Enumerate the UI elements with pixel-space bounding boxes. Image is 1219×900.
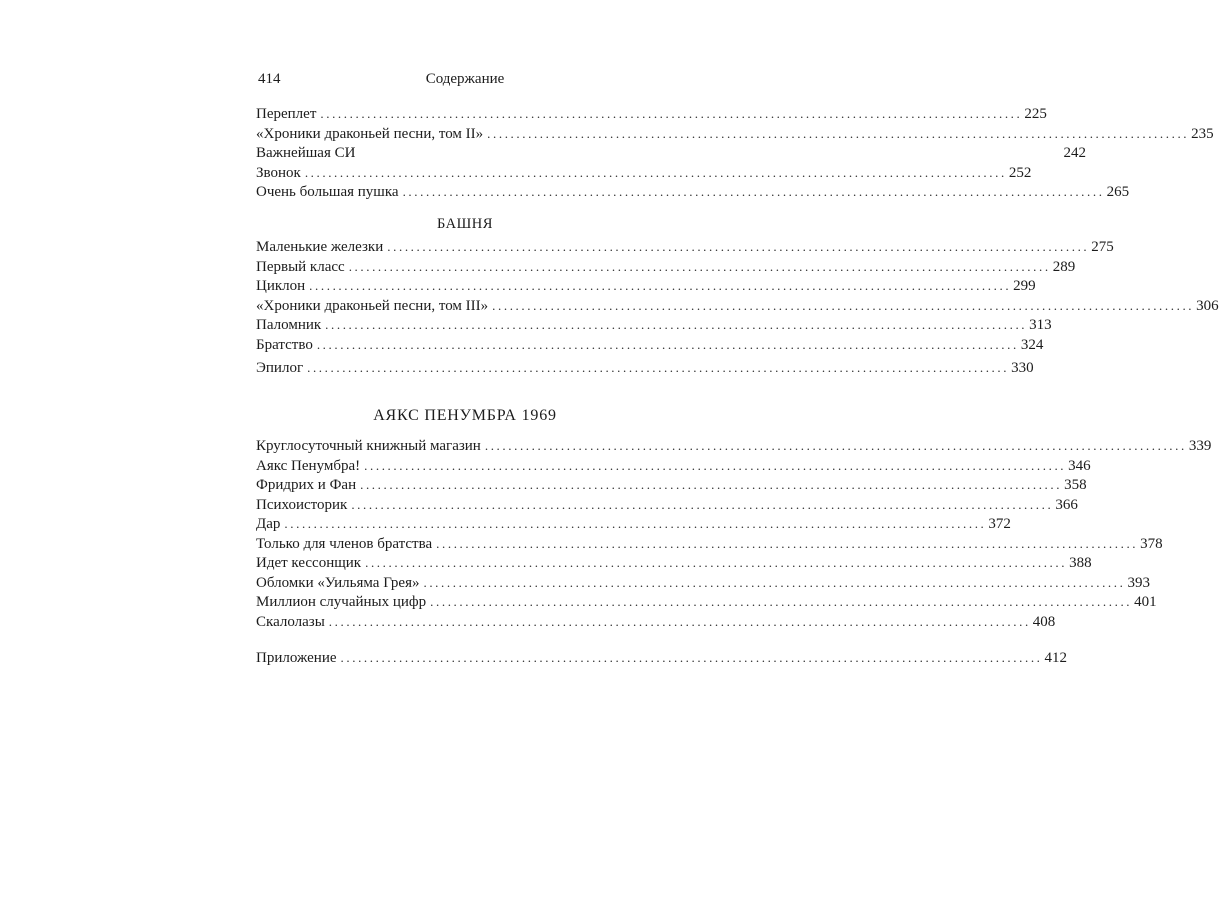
toc-entry-page: 408 xyxy=(1032,613,1056,630)
toc-entry xyxy=(256,182,1130,202)
toc-leader-dots: ........................................................................................................................ xyxy=(423,574,1126,590)
toc-entry xyxy=(256,456,1091,476)
toc-leader-dots: ........................................................................................................................ xyxy=(351,496,1054,512)
toc-leader-dots: ........................................................................................................................ xyxy=(484,438,1187,453)
toc-group-penumbra xyxy=(256,436,1212,631)
toc-leader-dots: ........................................................................................................................ xyxy=(364,457,1067,473)
toc-entry-title: Фридрих и Фан xyxy=(256,477,357,493)
toc-entry-page: 252 xyxy=(1008,164,1032,181)
toc-leader-dots: ........................................................................................................................ xyxy=(360,477,1063,492)
toc-entry-page: 313 xyxy=(1029,317,1052,333)
toc-leader-dots: ........................................................................................................................ xyxy=(387,239,1090,254)
toc-leader-dots: ........................................................................................................................ xyxy=(348,258,1051,274)
toc-entry-title: Первый класс xyxy=(256,258,345,275)
toc-entry-title: Скалолазы xyxy=(256,613,325,630)
toc-leader-dots: ........................................................................................................................ xyxy=(436,535,1139,551)
toc-leader-dots: ........................................................................................................................ xyxy=(304,164,1007,180)
toc-entry-page: 330 xyxy=(1011,360,1034,376)
toc-entry-page: 358 xyxy=(1064,477,1087,493)
toc-leader-dots: ........................................................................................................................ xyxy=(340,650,1043,665)
toc-leader-dots: ........................................................................................................................ xyxy=(316,336,1019,352)
toc-entry-page: 372 xyxy=(988,516,1011,532)
page-header xyxy=(256,71,674,91)
toc-entry-title: Идет кессонщик xyxy=(256,555,362,571)
toc-leader-dots: ........................................................................................................................ xyxy=(284,516,987,531)
toc-leader-dots: ........................................................................................................................ xyxy=(328,613,1031,629)
toc-entry-page: 339 xyxy=(1188,438,1212,454)
toc-entry-page: 235 xyxy=(1191,125,1214,142)
toc-entry xyxy=(256,436,1212,456)
toc-entry-title: Круглосуточный книжный магазин xyxy=(256,438,481,454)
toc-entry xyxy=(256,534,1163,554)
toc-entry-page: 393 xyxy=(1127,574,1150,591)
toc-entry-title: Паломник xyxy=(256,317,322,333)
toc-entry xyxy=(256,612,1056,632)
toc-entry-title: Обломки «Уильяма Грея» xyxy=(256,574,420,591)
toc-entry xyxy=(256,143,1086,163)
toc-entry-title: Звонок xyxy=(256,164,301,181)
toc-entry-title: Миллион случайных цифр xyxy=(256,594,427,610)
toc-entry xyxy=(256,592,1157,612)
toc-entry-title: Важнейшая СИ xyxy=(256,145,356,161)
toc-entry-page: 275 xyxy=(1091,239,1114,255)
section-heading-tower: БАШНЯ xyxy=(437,216,493,232)
toc-entry-title: Переплет xyxy=(256,106,317,122)
toc-entry xyxy=(256,553,1092,573)
running-title: Содержание xyxy=(425,71,505,87)
toc-entry-title: Дар xyxy=(256,516,281,532)
toc-entry-page: 388 xyxy=(1069,555,1092,571)
toc-entry xyxy=(256,237,1114,257)
toc-entry-page: 306 xyxy=(1196,297,1219,314)
toc-entry-title: Только для членов братства xyxy=(256,535,433,552)
toc-entry xyxy=(256,495,1078,515)
toc-entry-title: Эпилог xyxy=(256,360,304,376)
toc-group-continued xyxy=(256,104,1214,202)
toc-entry-title: «Хроники драконьей песни, том III» xyxy=(256,297,489,314)
toc-leader-dots: ........................................................................................................................ xyxy=(307,360,1010,375)
toc-entry xyxy=(256,257,1076,277)
toc-entry xyxy=(256,514,1011,534)
toc-entry-page: 289 xyxy=(1052,258,1076,275)
toc-entry-page: 378 xyxy=(1140,535,1163,552)
page-number: 414 xyxy=(258,71,281,87)
toc-entry-page: 225 xyxy=(1024,106,1047,122)
toc-entry-title: Очень большая пушка xyxy=(256,184,399,200)
toc-leader-dots: ........................................................................................................................ xyxy=(320,106,1023,121)
toc-entry xyxy=(256,648,1068,668)
toc-entry xyxy=(256,358,1034,378)
toc-entry-title: Циклон xyxy=(256,278,306,294)
toc-entry xyxy=(256,124,1214,144)
toc-leader-dots: ........................................................................................................................ xyxy=(309,278,1012,293)
toc-leader-dots: ........................................................................................................................ xyxy=(430,594,1133,609)
toc-entry xyxy=(256,315,1052,335)
toc-entry-title: Маленькие железки xyxy=(256,239,384,255)
toc-entry-page: 324 xyxy=(1020,336,1044,353)
toc-leader-dots: ........................................................................................................................ xyxy=(402,184,1105,199)
book-page xyxy=(256,0,1219,900)
toc-leader-dots: ........................................................................................................................ xyxy=(492,297,1195,313)
toc-entry xyxy=(256,163,1032,183)
toc-entry-title: Приложение xyxy=(256,650,337,666)
toc-entry-page: 265 xyxy=(1106,184,1130,200)
toc-entry-page: 299 xyxy=(1013,278,1036,294)
toc-leader-dots: ........................................................................................................................ xyxy=(325,317,1028,332)
toc-entry-page: 366 xyxy=(1055,496,1078,513)
toc-entry-title: Братство xyxy=(256,336,313,353)
toc-epilogue xyxy=(256,358,1034,378)
toc-entry xyxy=(256,475,1087,495)
toc-entry-title: «Хроники драконьей песни, том II» xyxy=(256,125,484,142)
toc-entry xyxy=(256,573,1150,593)
toc-leader-dots: ........................................................................................................................ xyxy=(487,125,1190,141)
toc-appendix xyxy=(256,648,1068,668)
toc-leader-dots: ........................................................................................................................ xyxy=(365,555,1068,570)
part-heading-penumbra: АЯКС ПЕНУМБРА 1969 xyxy=(373,407,557,424)
toc-group-tower xyxy=(256,237,1219,354)
toc-entry xyxy=(256,296,1219,316)
toc-entry-page: 412 xyxy=(1044,650,1068,666)
toc-entry-page: 401 xyxy=(1134,594,1157,610)
toc-entry xyxy=(256,104,1047,124)
toc-entry xyxy=(256,276,1036,296)
toc-entry xyxy=(256,335,1044,355)
toc-entry-page: 242 xyxy=(1063,145,1086,161)
toc-entry-title: Психоисторик xyxy=(256,496,348,513)
toc-entry-page: 346 xyxy=(1068,457,1091,474)
toc-entry-title: Аякс Пенумбра! xyxy=(256,457,361,474)
